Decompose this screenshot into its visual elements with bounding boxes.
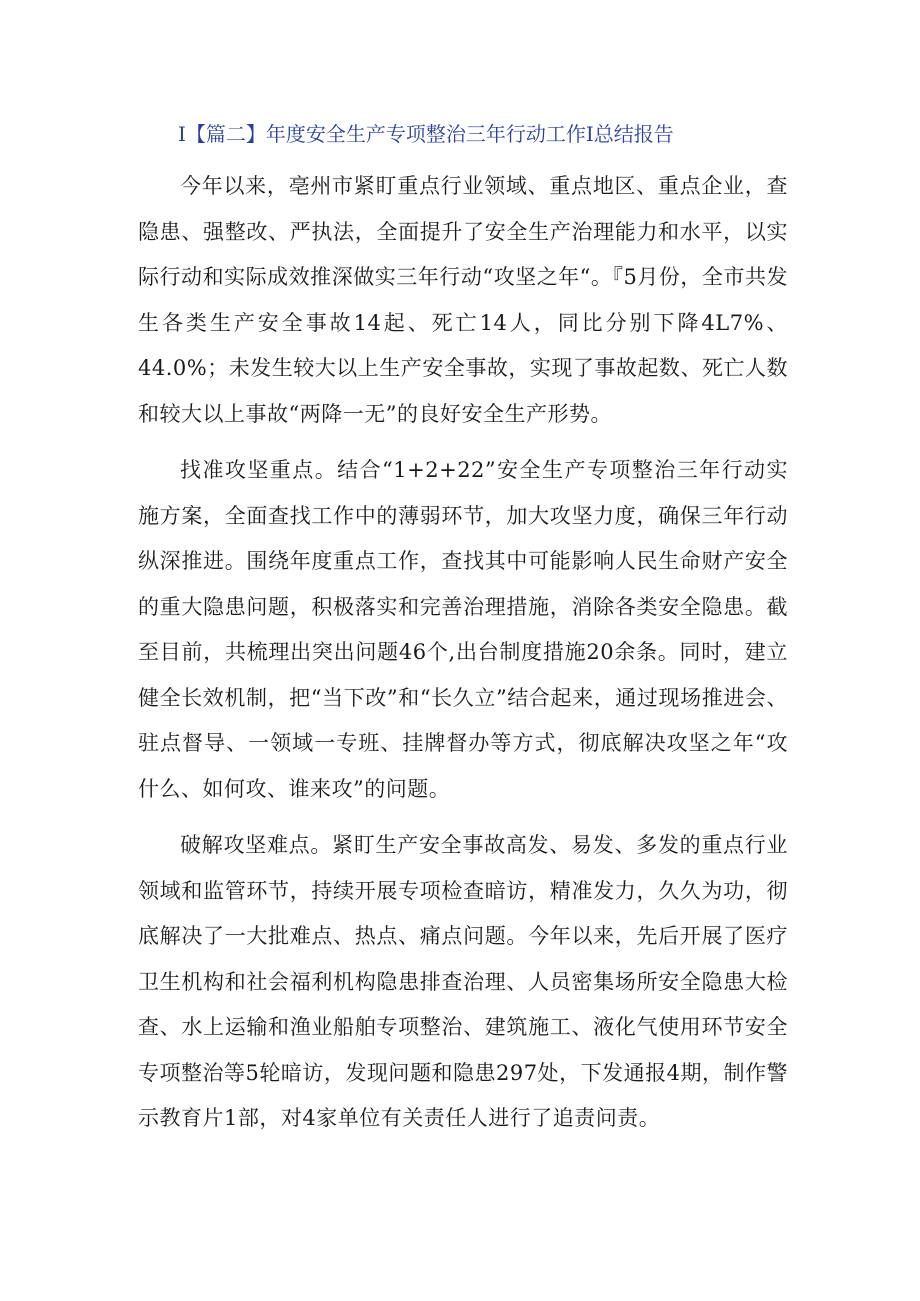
document-title: I【篇二】年度安全生产专项整治三年行动工作I总结报告: [178, 122, 674, 146]
paragraph-difficulties: 破解攻坚难点。紧盯生产安全事故高发、易发、多发的重点行业领域和监管环节，持续开展专项检查暗访，精准发力，久久为功，彻底解决了一大批难点、热点、痛点问题。今年以来，先后开展了医疗卫生机构和社会福利机构隐患排查治理、人员密集场所安全隐患大检查、水上运输和渔业船舶专项整治、建筑施工、液化气使用环节安全专项整治等5轮暗访，发现问题和隐患297处，下发通报4期，制作警示教育片1部，对4家单位有关责任人进行了追责问责。: [138, 833, 788, 1130]
paragraph-key-focus: 找准攻坚重点。结合“1+2+22”安全生产专项整治三年行动实施方案，全面查找工作中的薄弱环节，加大攻坚力度，确保三年行动纵深推进。围绕年度重点工作，查找其中可能影响人民生命财产安全的重大隐患问题，积极落实和完善治理措施，消除各类安全隐患。截至目前，共梳理出突出问题46个,出台制度措施20余条。同时，建立健全长效机制，把“当下改”和“长久立”结合起来，通过现场推进会、驻点督导、一领域一专班、挂牌督办等方式，彻底解决攻坚之年“攻什么、如何攻、谁来攻”的问题。: [138, 458, 788, 801]
document-body: [138, 164, 788, 1142]
paragraph-overview: 今年以来，亳州市紧盯重点行业领域、重点地区、重点企业，查隐患、强整改、严执法，全面提升了安全生产治理能力和水平，以实际行动和实际成效推深做实三年行动“攻坚之年“。『5月份，全市共发生各类生产安全事故14起、死亡14人，同比分别下降4L7%、44.0%；未发生较大以上生产安全事故，实现了事故起数、死亡人数和较大以上事故“两降一无”的良好安全生产形势。: [138, 174, 788, 426]
